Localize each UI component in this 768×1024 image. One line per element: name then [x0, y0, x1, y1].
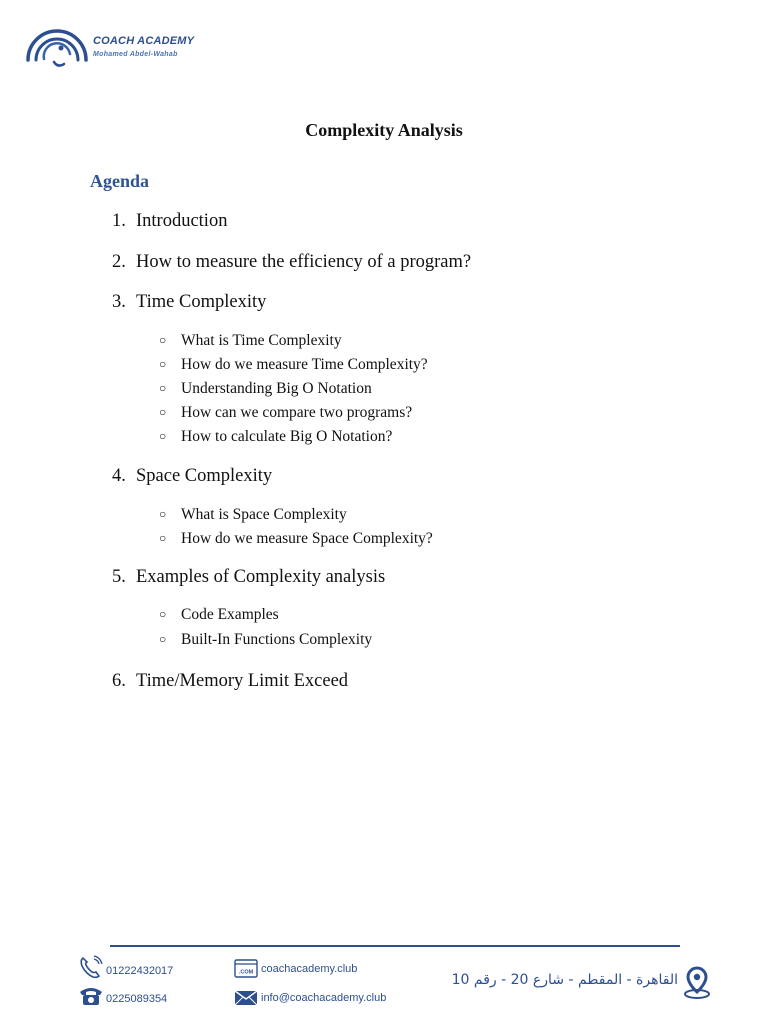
- bullet-icon: ○: [159, 632, 167, 646]
- agenda-item: [112, 292, 266, 313]
- agenda-subitem: [159, 530, 433, 548]
- bullet-icon: ○: [159, 333, 167, 347]
- item-number: 4.: [112, 466, 126, 486]
- landline-phone-icon: [78, 985, 104, 1007]
- bullet-icon: ○: [159, 429, 167, 443]
- brand-logo: [24, 26, 214, 70]
- document-title: Complexity Analysis: [305, 120, 463, 140]
- item-label: How to measure the efficiency of a program?: [136, 252, 472, 272]
- footer-divider: [110, 945, 680, 947]
- mobile-number[interactable]: 01222432017: [106, 965, 174, 977]
- subitem-label: How to calculate Big O Notation?: [181, 428, 393, 445]
- item-label: Time Complexity: [136, 292, 267, 312]
- bullet-icon: ○: [159, 607, 167, 621]
- brand-subtitle: Mohamed Abdel-Wahab: [93, 51, 178, 58]
- email-icon: [234, 990, 258, 1006]
- agenda-subitem: [159, 332, 342, 350]
- item-label: Introduction: [136, 211, 228, 231]
- website-link[interactable]: coachacademy.club: [261, 963, 358, 975]
- bullet-icon: ○: [159, 405, 167, 419]
- agenda-item: [112, 567, 385, 588]
- agenda-item: [112, 252, 471, 273]
- agenda-item: [112, 466, 272, 487]
- subitem-label: How can we compare two programs?: [181, 404, 413, 421]
- subitem-label: How do we measure Time Complexity?: [181, 356, 428, 373]
- coach-academy-logo-icon: [24, 26, 90, 70]
- agenda-subitem: [159, 506, 347, 524]
- agenda-subitem: [159, 428, 392, 446]
- agenda-subitem: [159, 606, 279, 624]
- bullet-icon: ○: [159, 531, 167, 545]
- subitem-label: Understanding Big O Notation: [181, 380, 372, 397]
- item-number: 3.: [112, 292, 126, 312]
- agenda-subitem: [159, 404, 412, 422]
- website-icon: [234, 959, 258, 978]
- subitem-label: What is Time Complexity: [181, 332, 342, 349]
- subitem-label: Built-In Functions Complexity: [181, 631, 373, 648]
- web-icon-label: .COM: [238, 969, 254, 976]
- item-label: Time/Memory Limit Exceed: [136, 671, 349, 691]
- item-number: 1.: [112, 211, 126, 231]
- bullet-icon: ○: [159, 357, 167, 371]
- agenda-item: [112, 671, 348, 692]
- agenda-subitem: [159, 631, 372, 649]
- bullet-icon: ○: [159, 381, 167, 395]
- agenda-subitem: [159, 356, 428, 374]
- email-link[interactable]: info@coachacademy.club: [261, 992, 387, 1004]
- brand-name: COACH ACADEMY: [93, 35, 195, 47]
- phone-number[interactable]: 0225089354: [106, 993, 168, 1005]
- subitem-label: Code Examples: [181, 606, 279, 623]
- item-number: 5.: [112, 567, 126, 587]
- item-number: 2.: [112, 252, 126, 272]
- agenda-item: [112, 211, 227, 232]
- address-text: القاهرة - المقطم - شارع 20 - رقم 10: [451, 972, 678, 988]
- location-pin-icon: [682, 966, 712, 1000]
- bullet-icon: ○: [159, 507, 167, 521]
- item-label: Space Complexity: [136, 466, 273, 486]
- agenda-heading: Agenda: [90, 171, 150, 191]
- item-label: Examples of Complexity analysis: [136, 567, 386, 587]
- agenda-subitem: [159, 380, 372, 398]
- mobile-phone-icon: [78, 955, 104, 979]
- item-number: 6.: [112, 671, 126, 691]
- subitem-label: How do we measure Space Complexity?: [181, 530, 433, 547]
- subitem-label: What is Space Complexity: [181, 506, 347, 523]
